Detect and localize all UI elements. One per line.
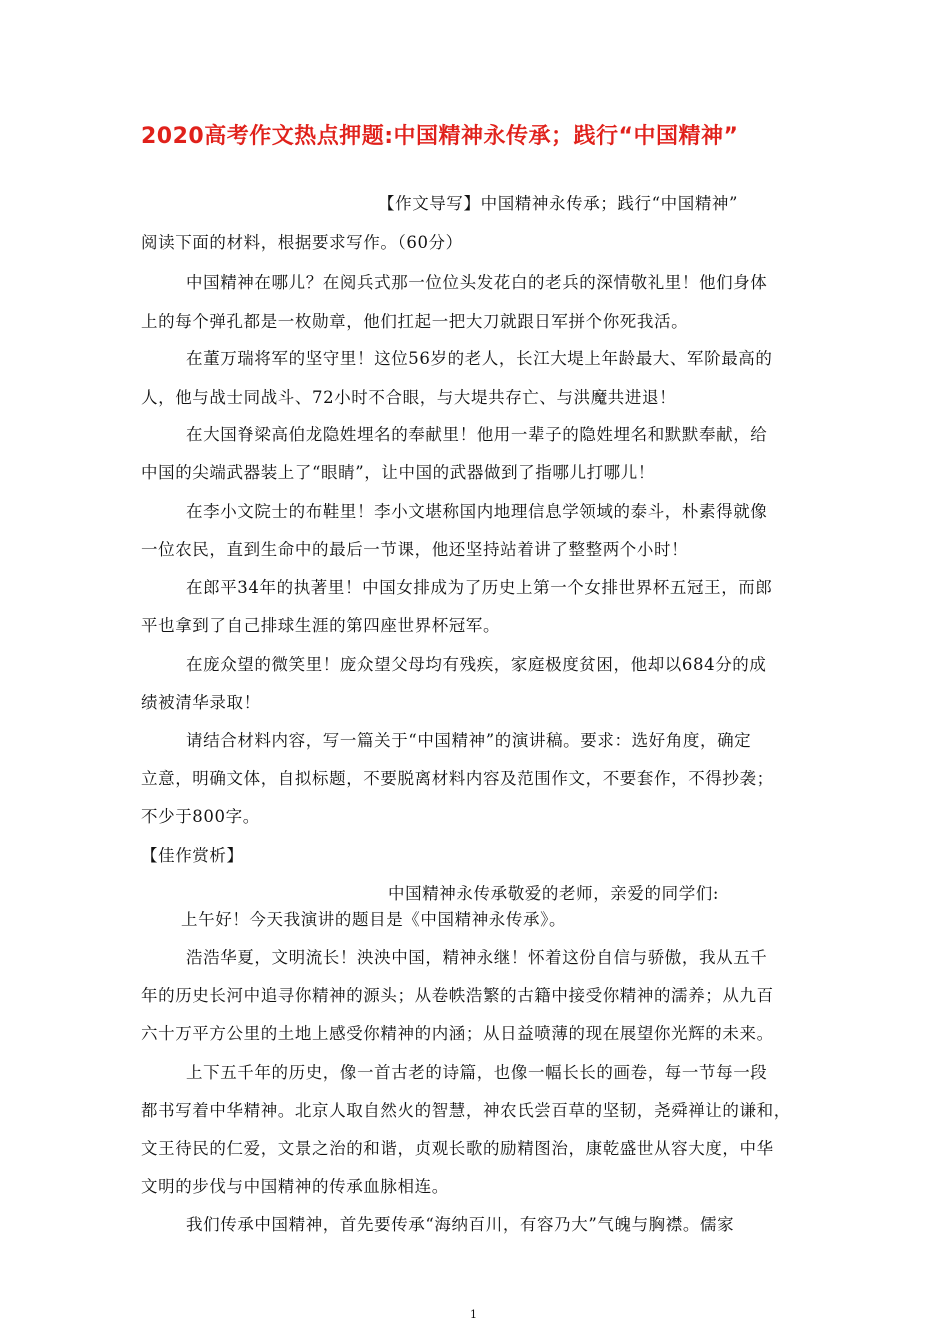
material-line: 上的每个弹孔都是一枚勋章，他们扛起一把大刀就跟日军拼个你死我活。 — [141, 312, 689, 331]
material-line: 在李小文院士的布鞋里！李小文堪称国内地理信息学领域的泰斗，朴素得就像 — [186, 502, 768, 521]
material-line: 在大国脊梁高伯龙隐姓埋名的奉献里！他用一辈子的隐姓埋名和默默奉献，给 — [186, 425, 768, 444]
essay-line: 我们传承中国精神，首先要传承“海纳百川，有容乃大”气魄与胸襟。儒家 — [186, 1215, 735, 1234]
document-title: 2020高考作文热点押题:中国精神永传承；践行“中国精神” — [141, 124, 739, 149]
essay-line: 文王待民的仁爱，文景之治的和谐，贞观长歌的励精图治，康乾盛世从容大度，中华 — [141, 1139, 774, 1158]
material-line: 人，他与战士同战斗、72小时不合眼，与大堤共存亡、与洪魔共进退！ — [141, 388, 677, 407]
essay-line: 都书写着中华精神。北京人取自然火的智慧，神农氏尝百草的坚韧，尧舜禅让的谦和， — [141, 1101, 791, 1120]
page-number: 1 — [470, 1308, 477, 1321]
essay-line: 浩浩华夏，文明流长！泱泱中国，精神永继！怀着这份自信与骄傲，我从五千 — [186, 948, 768, 967]
material-line: 绩被清华录取！ — [141, 693, 261, 712]
essay-line: 文明的步伐与中国精神的传承血脉相连。 — [141, 1177, 449, 1196]
requirement-line: 请结合材料内容，写一篇关于“中国精神”的演讲稿。要求：选好角度，确定 — [186, 731, 752, 750]
material-line: 在庞众望的微笑里！庞众望父母均有残疾，家庭极度贫困，他却以684分的成 — [186, 655, 767, 674]
essay-line: 年的历史长河中追寻你精神的源头；从卷帙浩繁的古籍中接受你精神的濡养；从九百 — [141, 986, 774, 1005]
guide-heading: 【作文导写】中国精神永传承；践行“中国精神” — [378, 194, 739, 213]
material-line: 在董万瑞将军的坚守里！这位56岁的老人，长江大堤上年龄最大、军阶最高的 — [186, 349, 773, 368]
essay-line: 上午好！今天我演讲的题目是《中国精神永传承》。 — [181, 910, 567, 929]
material-line: 一位农民，直到生命中的最后一节课，他还坚持站着讲了整整两个小时！ — [141, 540, 689, 559]
material-line: 中国的尖端武器装上了“眼睛”，让中国的武器做到了指哪儿打哪儿！ — [141, 463, 655, 482]
material-line: 中国精神在哪儿？在阅兵式那一位位头发花白的老兵的深情敬礼里！他们身体 — [186, 273, 768, 292]
appreciation-heading: 【佳作赏析】 — [141, 846, 244, 865]
material-line: 在郎平34年的执著里！中国女排成为了历史上第一个女排世界杯五冠王，而郎 — [186, 578, 773, 597]
requirement-line: 立意，明确文体，自拟标题，不要脱离材料内容及范围作文，不要套作，不得抄袭； — [141, 769, 774, 788]
essay-heading: 中国精神永传承敬爱的老师，亲爱的同学们: — [388, 884, 720, 903]
essay-line: 六十万平方公里的土地上感受你精神的内涵；从日益喷薄的现在展望你光辉的未来。 — [141, 1024, 774, 1043]
essay-line: 上下五千年的历史，像一首古老的诗篇，也像一幅长长的画卷，每一节每一段 — [186, 1063, 768, 1082]
requirement-line: 不少于800字。 — [141, 807, 260, 826]
material-line: 平也拿到了自己排球生涯的第四座世界杯冠军。 — [141, 616, 501, 635]
instruction-text: 阅读下面的材料，根据要求写作。（60分） — [141, 233, 463, 252]
